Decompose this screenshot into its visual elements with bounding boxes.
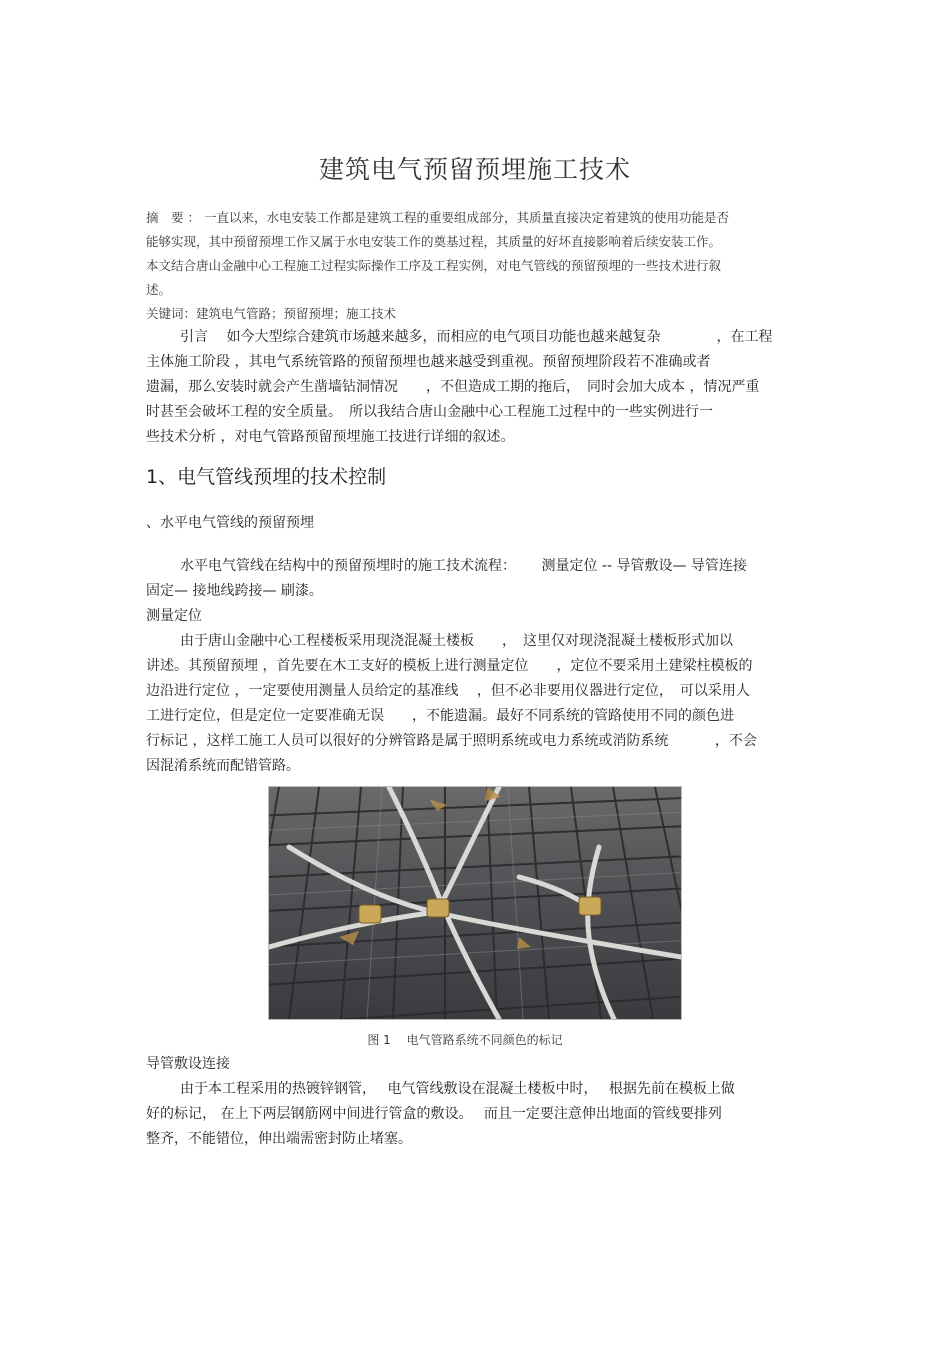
- paragraph-line: 整齐，不能错位，伸出端需密封防止堵塞。: [146, 1131, 412, 1147]
- abstract-line: 述。: [146, 282, 172, 297]
- paragraph-line: 因混淆系统而配错管路。: [146, 758, 300, 774]
- document-title: 建筑电气预留预埋施工技术: [318, 155, 631, 184]
- subheading-measure: 测量定位: [146, 608, 202, 624]
- intro-line: 些技术分析 ，对电气管路预留预埋施工技进行详细的叙述。: [146, 429, 515, 445]
- paragraph-line: 好的标记， 在上下两层钢筋网中间进行管盒的敷设。 而且一定要注意伸出地面的管线要排列: [146, 1106, 722, 1122]
- section-heading: 1、电气管线预埋的技术控制: [146, 466, 387, 488]
- paragraph-line: 讲述。其预留预埋 ，首先要在木工支好的模板上进行测量定位 ，定位不要采用土建梁柱模板的: [146, 658, 753, 674]
- abstract-line: 能够实现，其中预留预埋工作又属于水电安装工作的奠基过程，其质量的好坏直接影响着后续安装工作。: [146, 234, 722, 249]
- abstract-line: 本文结合唐山金融中心工程施工过程实际操作工序及工程实例，对电气管线的预留预埋的一些技术进行叙: [146, 258, 722, 273]
- intro-line: 主体施工阶段 ，其电气系统管路的预留预埋也越来越受到重视。预留预埋阶段若不准确或者: [146, 354, 711, 370]
- abstract-line: 摘 要 ： 一直以来，水电安装工作都是建筑工程的重要组成部分，其质量直接决定着建筑的使用功能是否: [146, 210, 729, 225]
- conduit-photo: [268, 786, 682, 1020]
- intro-line: 时甚至会破坏工程的安全质量。 所以我结合唐山金融中心工程施工过程中的一些实例进行一: [146, 404, 713, 420]
- intro-line: 引言 如今大型综合建筑市场越来越多，而相应的电气项目功能也越来越复杂 ，在工程: [180, 329, 773, 345]
- paragraph-line: 由于本工程采用的热镀锌钢管， 电气管线敷设在混凝土楼板中时， 根据先前在模板上做: [180, 1081, 735, 1097]
- paragraph-line: 由于唐山金融中心工程楼板采用现浇混凝土楼板 ， 这里仅对现浇混凝土楼板形式加以: [180, 633, 733, 649]
- paragraph-line: 边沿进行定位 ，一定要使用测量人员给定的基准线 ，但不必非要用仪器进行定位， 可以采用人: [146, 683, 750, 699]
- flow-line: 固定— 接地线跨接— 刷漆。: [146, 583, 323, 599]
- subsection-heading: 、水平电气管线的预留预埋: [146, 515, 314, 531]
- intro-line: 遗漏，那么安装时就会产生凿墙钻洞情况 ，不但造成工期的拖后， 同时会加大成本 ，情况严重: [146, 379, 760, 395]
- flow-line: 水平电气管线在结构中的预留预埋时的施工技术流程： 测量定位 -- 导管敷设— 导管连接: [180, 558, 747, 574]
- keywords-line: 关键词：建筑电气管路；预留预埋；施工技术: [146, 306, 397, 321]
- subheading-conduit: 导管敷设连接: [146, 1056, 230, 1072]
- paragraph-line: 行标记 ，这样工施工人员可以很好的分辨管路是属于照明系统或电力系统或消防系统 ，不会: [146, 733, 757, 749]
- figure-caption: 图 1 电气管路系统不同颜色的标记: [367, 1033, 563, 1047]
- paragraph-line: 工进行定位，但是定位一定要准确无误 ，不能遗漏。最好不同系统的管路使用不同的颜色进: [146, 708, 734, 724]
